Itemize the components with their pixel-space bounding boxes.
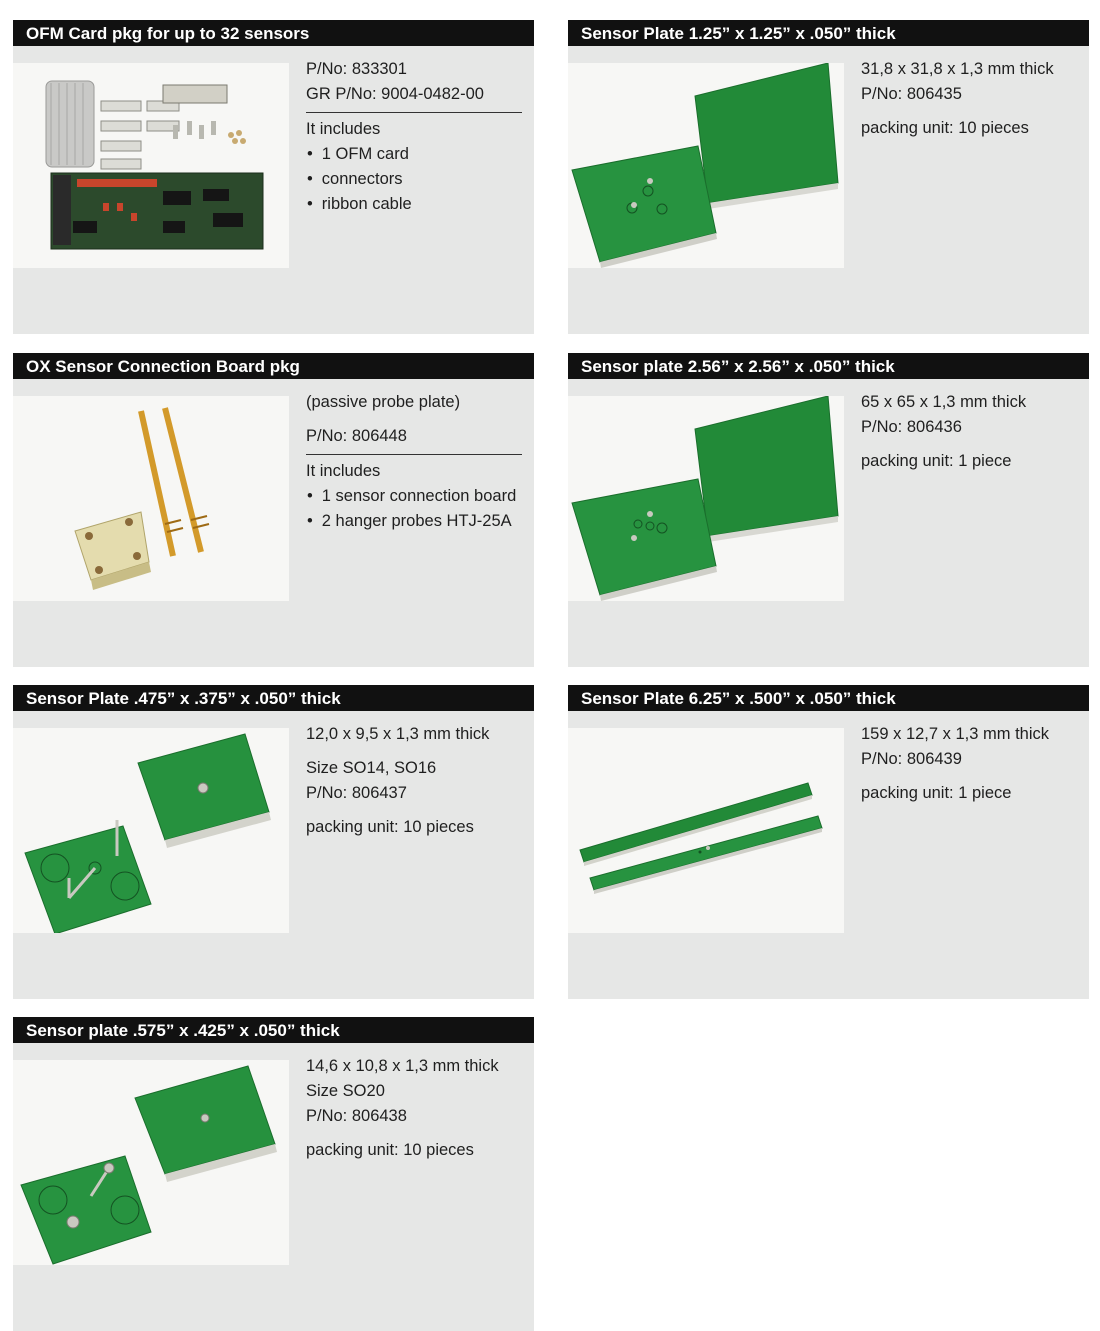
list-item: • 1 OFM card [306, 142, 522, 167]
connection-board-photo [13, 396, 289, 601]
product-card-sensor-plate-6-25 [568, 685, 1089, 999]
card-info [306, 1054, 522, 1163]
sensor-plate-photo [568, 63, 844, 268]
card-title: Sensor plate 2.56” x 2.56” x .050” thick [568, 353, 1089, 379]
includes-label: It includes [306, 120, 381, 138]
dimensions: 65 x 65 x 1,3 mm thick [861, 393, 1027, 411]
divider [306, 112, 522, 113]
packing-unit: packing unit: 10 pieces [861, 119, 1029, 137]
packing-unit: packing unit: 10 pieces [306, 818, 474, 836]
part-number: P/No: 806448 [306, 427, 407, 445]
package-size: Size SO20 [306, 1082, 385, 1100]
gr-part-number: GR P/No: 9004-0482-00 [306, 85, 484, 103]
description-note: (passive probe plate) [306, 393, 461, 411]
list-item: • ribbon cable [306, 192, 522, 217]
includes-list [306, 142, 522, 217]
sensor-plate-photo [568, 396, 844, 601]
card-title: Sensor Plate .475” x .375” x .050” thick [13, 685, 534, 711]
product-card-sensor-plate-475 [13, 685, 534, 999]
list-item: • connectors [306, 167, 522, 192]
list-item: • 2 hanger probes HTJ-25A [306, 509, 522, 534]
part-number: P/No: 806435 [861, 85, 962, 103]
product-card-ofm-card [13, 20, 534, 334]
includes-label: It includes [306, 462, 381, 480]
part-number: P/No: 833301 [306, 60, 407, 78]
card-info [861, 57, 1077, 141]
packing-unit: packing unit: 1 piece [861, 452, 1012, 470]
card-info [861, 722, 1077, 806]
includes-list [306, 484, 522, 534]
part-number: P/No: 806439 [861, 750, 962, 768]
card-info [306, 390, 522, 534]
packing-unit: packing unit: 10 pieces [306, 1141, 474, 1159]
dimensions: 14,6 x 10,8 x 1,3 mm thick [306, 1057, 499, 1075]
part-number: P/No: 806436 [861, 418, 962, 436]
part-number: P/No: 806437 [306, 784, 407, 802]
product-card-sensor-plate-1-25 [568, 20, 1089, 334]
part-number: P/No: 806438 [306, 1107, 407, 1125]
card-title: OFM Card pkg for up to 32 sensors [13, 20, 534, 46]
ofm-card-photo [13, 63, 289, 268]
card-title: Sensor Plate 6.25” x .500” x .050” thick [568, 685, 1089, 711]
list-item: • 1 sensor connection board [306, 484, 522, 509]
card-info [306, 722, 522, 840]
dimensions: 12,0 x 9,5 x 1,3 mm thick [306, 725, 490, 743]
packing-unit: packing unit: 1 piece [861, 784, 1012, 802]
card-title: Sensor plate .575” x .425” x .050” thick [13, 1017, 534, 1043]
product-card-ox-sensor-connection-board [13, 353, 534, 667]
card-info [861, 390, 1077, 474]
sensor-plate-photo [13, 1060, 289, 1265]
dimensions: 31,8 x 31,8 x 1,3 mm thick [861, 60, 1054, 78]
card-title: Sensor Plate 1.25” x 1.25” x .050” thick [568, 20, 1089, 46]
dimensions: 159 x 12,7 x 1,3 mm thick [861, 725, 1050, 743]
sensor-plate-photo [568, 728, 844, 933]
card-title: OX Sensor Connection Board pkg [13, 353, 534, 379]
divider [306, 454, 522, 455]
product-card-sensor-plate-575 [13, 1017, 534, 1331]
card-info [306, 57, 522, 217]
product-card-sensor-plate-2-56 [568, 353, 1089, 667]
package-size: Size SO14, SO16 [306, 759, 437, 777]
sensor-plate-photo [13, 728, 289, 933]
